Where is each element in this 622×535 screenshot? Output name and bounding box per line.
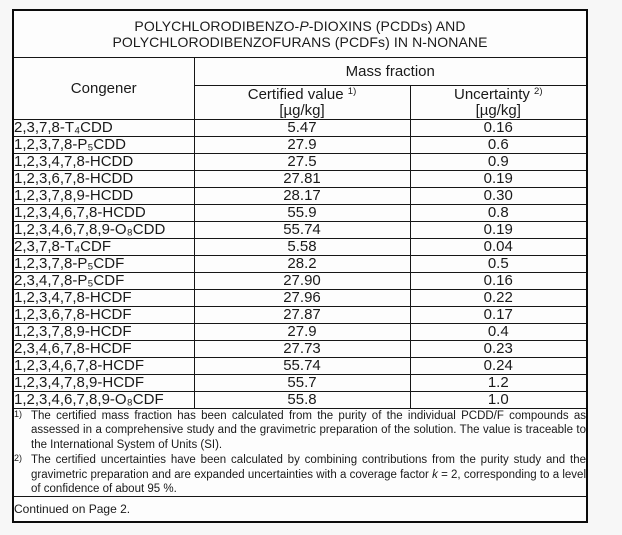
- document-title: [13, 10, 587, 58]
- certified-value: 27.73: [194, 341, 410, 358]
- congener-name: 1,2,3,4,6,7,8-HCDD: [13, 205, 194, 222]
- table-row: [13, 120, 587, 137]
- certified-value: 5.58: [194, 239, 410, 256]
- table-row: [13, 307, 587, 324]
- title-row: [13, 10, 587, 58]
- congener-column-header: Congener: [13, 58, 194, 120]
- congener-name: 1,2,3,4,6,7,8,9-O₈CDF: [13, 392, 194, 409]
- congener-name: 2,3,4,6,7,8-HCDF: [13, 341, 194, 358]
- table-row: [13, 188, 587, 205]
- table-row: [13, 137, 587, 154]
- uncertainty-value: 0.24: [410, 358, 587, 375]
- certified-value: 5.47: [194, 120, 410, 137]
- congener-name: 1,2,3,4,7,8,9-HCDF: [13, 375, 194, 392]
- uncertainty-value: 0.8: [410, 205, 587, 222]
- table-row: [13, 324, 587, 341]
- header-row-1: [13, 58, 587, 86]
- congener-name: 1,2,3,4,7,8-HCDF: [13, 290, 194, 307]
- table-row: [13, 375, 587, 392]
- certified-value: 55.8: [194, 392, 410, 409]
- table-row: [13, 205, 587, 222]
- uncertainty-value: 0.23: [410, 341, 587, 358]
- certified-value: 55.7: [194, 375, 410, 392]
- continued-note: Continued on Page 2.: [13, 497, 587, 523]
- congener-name: 1,2,3,4,6,7,8-HCDF: [13, 358, 194, 375]
- footnote-2: [14, 453, 586, 496]
- table-row: [13, 392, 587, 409]
- certificate-table: [12, 9, 588, 523]
- certified-value: 55.9: [194, 205, 410, 222]
- uncertainty-unit: [µg/kg]: [475, 101, 521, 119]
- footnotes-block: [13, 409, 587, 497]
- uncertainty-value: 0.5: [410, 256, 587, 273]
- title-line-1: POLYCHLORODIBENZO-P-DIOXINS (PCDDs) AND: [134, 17, 466, 34]
- congener-name: 1,2,3,4,7,8-HCDD: [13, 154, 194, 171]
- footnotes-row: [13, 409, 587, 497]
- table-row: [13, 222, 587, 239]
- congener-name: 1,2,3,7,8,9-HCDD: [13, 188, 194, 205]
- footnote-1-marker: 1): [14, 409, 23, 419]
- certified-value: 27.9: [194, 137, 410, 154]
- table-row: [13, 290, 587, 307]
- uncertainty-value: 0.9: [410, 154, 587, 171]
- congener-name: 1,2,3,4,6,7,8,9-O₈CDD: [13, 222, 194, 239]
- table-row: [13, 256, 587, 273]
- table-header-section: [13, 10, 587, 120]
- uncertainty-value: 0.17: [410, 307, 587, 324]
- footnote-ref-2: 2): [534, 85, 543, 97]
- uncertainty-value: 1.2: [410, 375, 587, 392]
- certified-value: 27.96: [194, 290, 410, 307]
- uncertainty-value: 0.16: [410, 273, 587, 290]
- title-line-2: POLYCHLORODIBENZOFURANS (PCDFs) IN N-NONANE: [112, 34, 488, 50]
- continued-row: [13, 497, 587, 523]
- table-footer-section: [13, 409, 587, 523]
- uncertainty-value: 0.6: [410, 137, 587, 154]
- congener-data-rows: [13, 120, 587, 409]
- table-row: [13, 171, 587, 188]
- mass-fraction-header: Mass fraction: [194, 58, 587, 86]
- certified-value: 27.9: [194, 324, 410, 341]
- congener-name: 1,2,3,7,8-P₅CDD: [13, 137, 194, 154]
- footnote-1: [14, 409, 586, 452]
- certified-value: 28.17: [194, 188, 410, 205]
- table-row: [13, 154, 587, 171]
- certified-value: 28.2: [194, 256, 410, 273]
- certified-value-header: Certified value $^{1)}$ [µg/kg]: [194, 86, 410, 120]
- congener-name: 1,2,3,7,8,9-HCDF: [13, 324, 194, 341]
- footnote-ref-1: 1): [347, 85, 357, 97]
- uncertainty-value: 1.0: [410, 392, 587, 409]
- uncertainty-value: 0.19: [410, 171, 587, 188]
- table-row: [13, 341, 587, 358]
- table-row: [13, 239, 587, 256]
- footnote-2-marker: 2): [14, 453, 23, 464]
- table-row: [13, 273, 587, 290]
- certified-value: 27.81: [194, 171, 410, 188]
- uncertainty-value: 0.30: [410, 188, 587, 205]
- certified-value: 27.90: [194, 273, 410, 290]
- congener-name: 1,2,3,6,7,8-HCDD: [13, 171, 194, 188]
- congener-name: 2,3,4,7,8-P₅CDF: [13, 273, 194, 290]
- uncertainty-value: 0.22: [410, 290, 587, 307]
- footnote-1-text: The certified mass fraction has been calculated from the purity of the individual PCDD/F compounds as assessed in a comprehensive study and the gravimetric preparation of the solution. The value is traceable to the International System of Units (SI).: [31, 410, 587, 451]
- certified-value: 27.5: [194, 154, 410, 171]
- uncertainty-header: Uncertainty $^{2)}$ [µg/kg]: [410, 86, 587, 120]
- certified-value: 55.74: [194, 358, 410, 375]
- footnote-2-text: The certified uncertainties have been calculated by combining contributions from the purity study and the gravimetric preparation and are expanded uncertainties with a coverage factor k = 2, corresponding to a level of confidence of about 95 %.: [31, 454, 587, 496]
- congener-name: 2,3,7,8-T₄CDD: [13, 120, 194, 137]
- certified-value: 55.74: [194, 222, 410, 239]
- certified-value-unit: [µg/kg]: [279, 101, 325, 119]
- congener-name: 2,3,7,8-T₄CDF: [13, 239, 194, 256]
- table-row: [13, 358, 587, 375]
- uncertainty-value: 0.4: [410, 324, 587, 341]
- certified-value: 27.87: [194, 307, 410, 324]
- congener-name: 1,2,3,7,8-P₅CDF: [13, 256, 194, 273]
- uncertainty-value: 0.19: [410, 222, 587, 239]
- uncertainty-value: 0.04: [410, 239, 587, 256]
- uncertainty-value: 0.16: [410, 120, 587, 137]
- congener-name: 1,2,3,6,7,8-HCDF: [13, 307, 194, 324]
